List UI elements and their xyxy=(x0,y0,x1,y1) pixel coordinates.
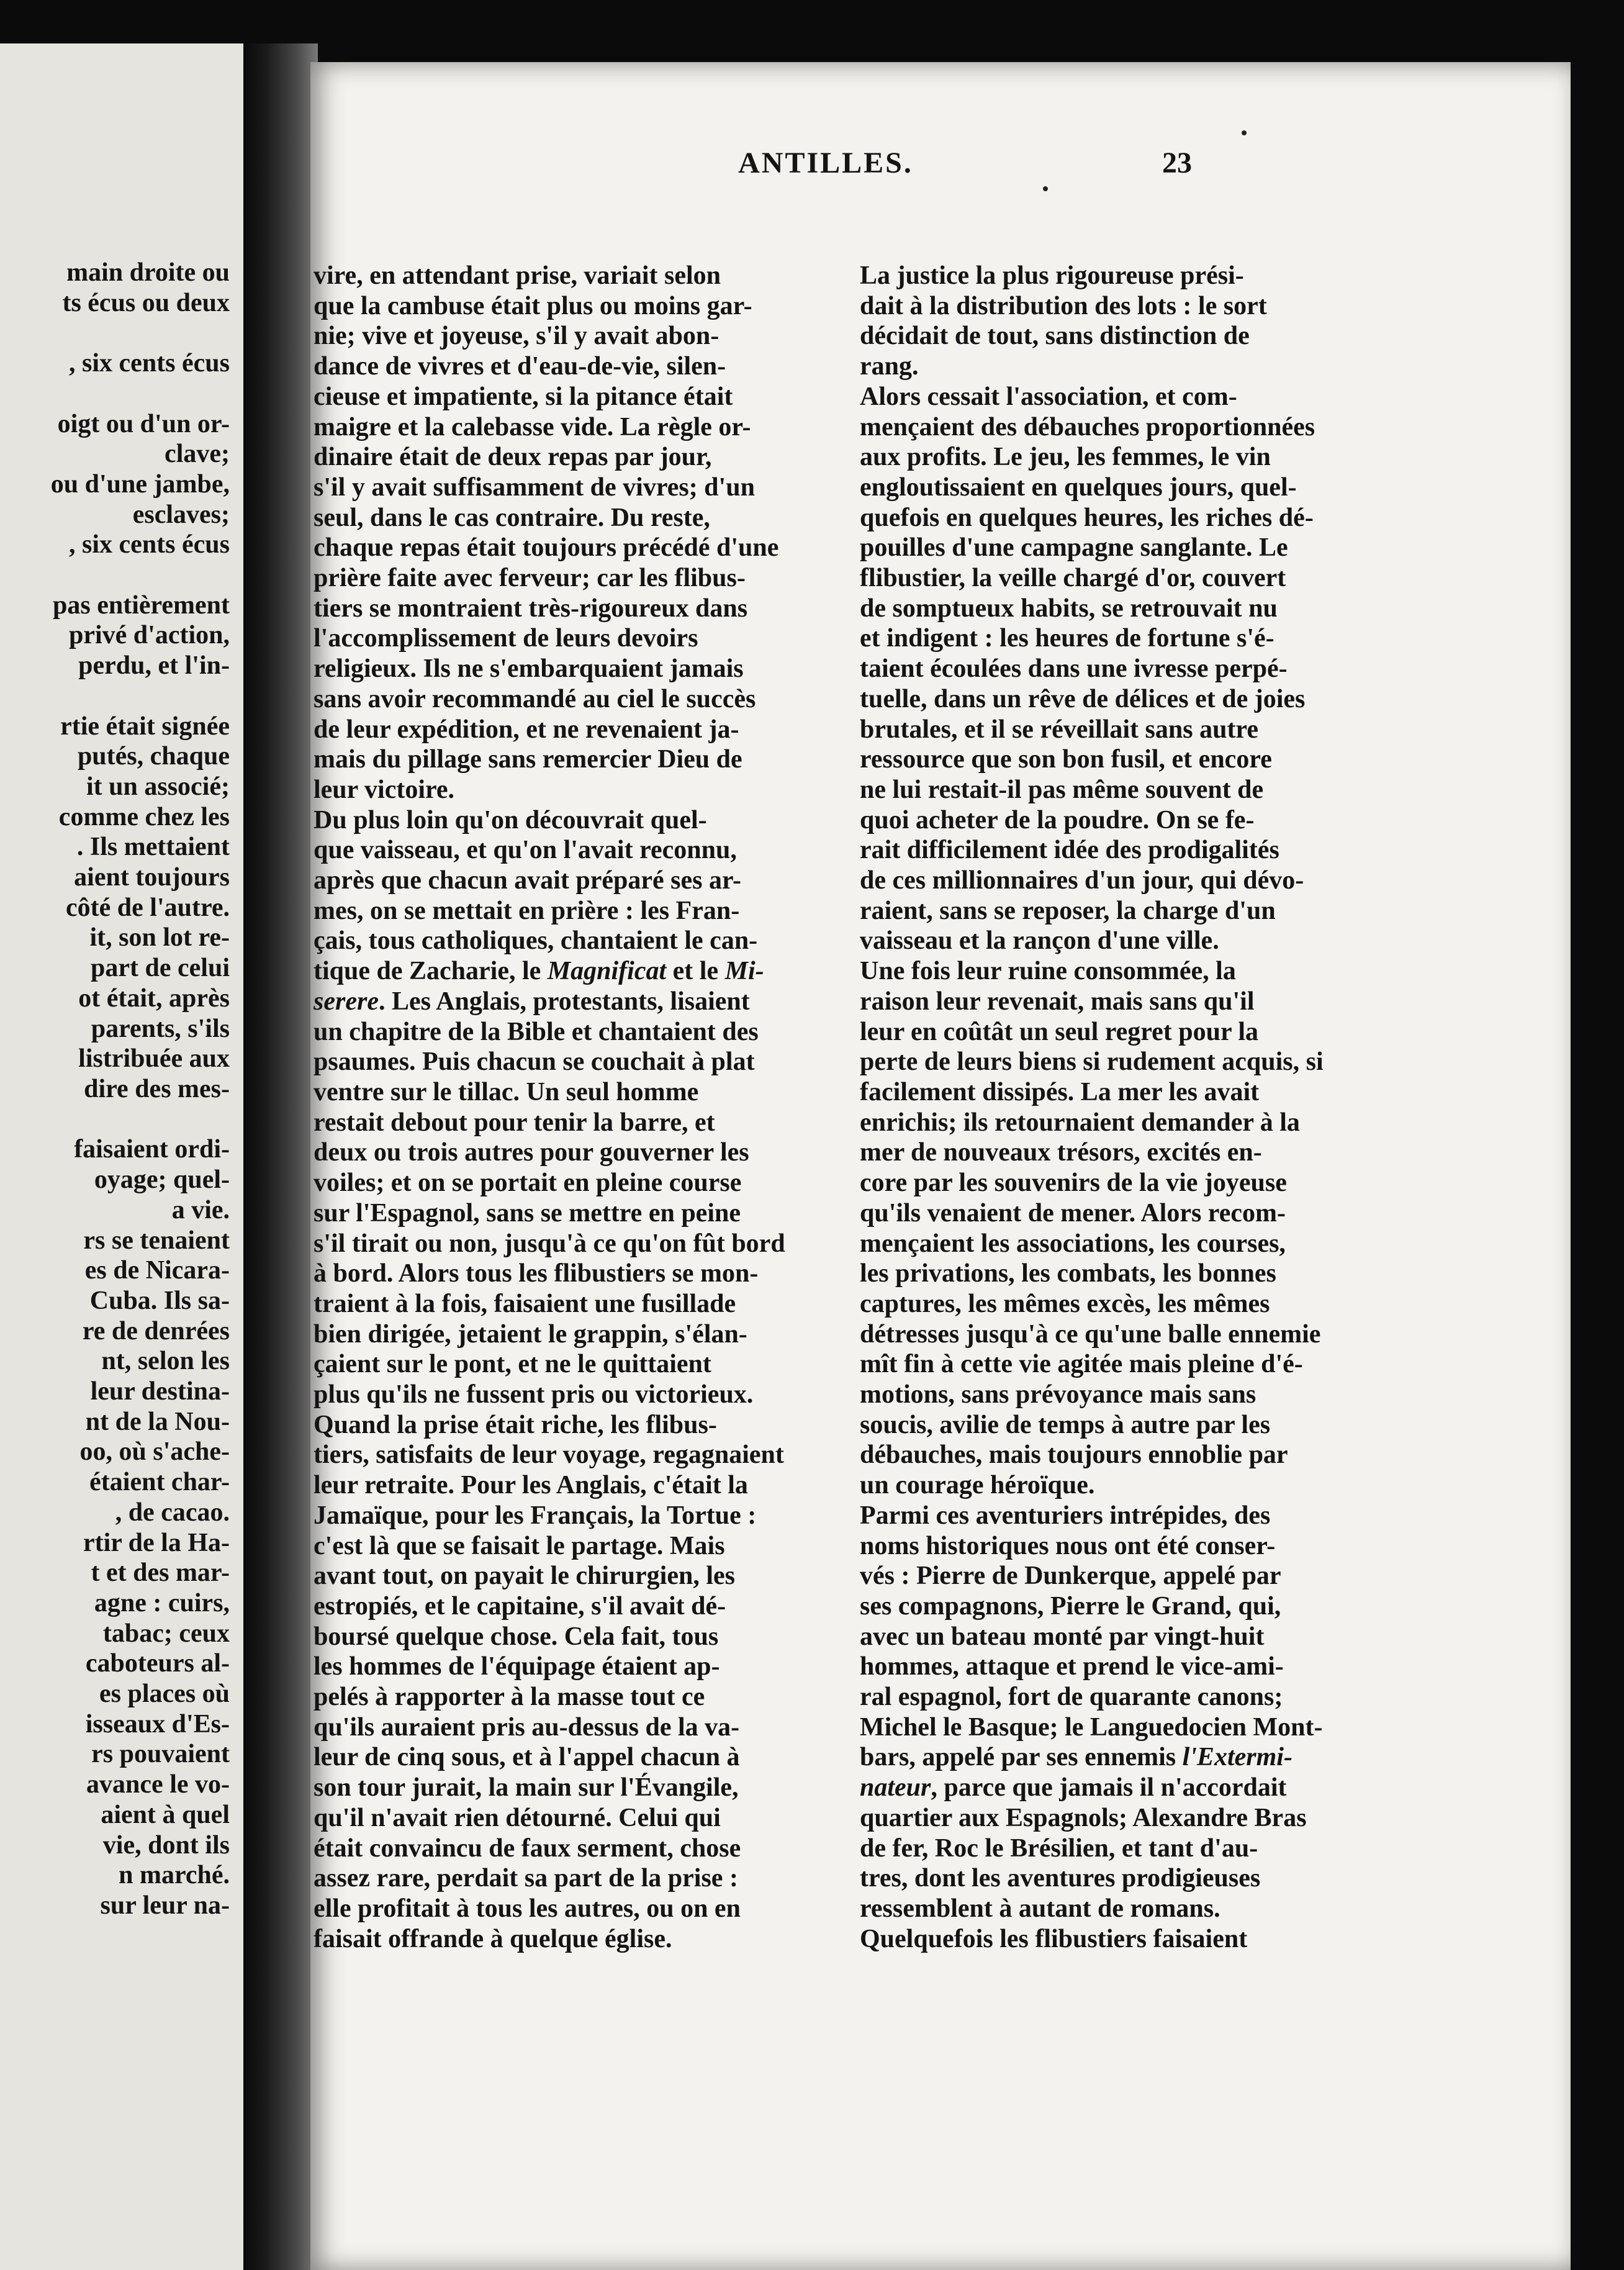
text-line: enrichis; ils retournaient demander à la xyxy=(860,1108,1300,1137)
text-line: nt de la Nou- xyxy=(85,1407,230,1436)
text-line: facilement dissipés. La mer les avait xyxy=(860,1077,1260,1106)
text-line: çais, tous catholiques, chantaient le can- xyxy=(314,926,758,956)
text-line: qu'il n'avait rien détourné. Celui qui xyxy=(314,1803,721,1832)
text-line: Michel le Basque; le Languedocien Mont- xyxy=(860,1712,1323,1742)
text-line: leur destina- xyxy=(90,1377,230,1406)
text-line: t et des mar- xyxy=(91,1558,230,1588)
text-line: esclaves; xyxy=(132,500,230,529)
middle-text-column xyxy=(314,261,832,1954)
text-line: brutales, et il se réveillait sans autre xyxy=(860,715,1258,744)
text-line: rang. xyxy=(860,352,919,381)
text-line: mais du pillage sans remercier Dieu de xyxy=(314,745,742,774)
text-line: s'il tirait ou non, jusqu'à ce qu'on fût bord xyxy=(314,1229,785,1258)
text-line: deux ou trois autres pour gouverner les xyxy=(314,1138,749,1167)
text-line: son tour jurait, la main sur l'Évangile, xyxy=(314,1773,739,1802)
text-line: mençaient les associations, les courses, xyxy=(860,1229,1286,1258)
text-line: s'il y avait suffisamment de vivres; d'un xyxy=(314,473,755,502)
text-line: quoi acheter de la poudre. On se fe- xyxy=(860,805,1255,834)
text-line: captures, les mêmes excès, les mêmes xyxy=(860,1289,1270,1318)
text-line: rtir de la Ha- xyxy=(83,1528,230,1557)
text-line: re de denrées xyxy=(82,1316,230,1345)
ink-speck xyxy=(1242,130,1247,135)
text-line: voiles; et on se portait en pleine course xyxy=(314,1169,742,1198)
text-line: sur l'Espagnol, sans se mettre en peine xyxy=(314,1198,741,1228)
text-line: ressource que son bon fusil, et encore xyxy=(860,745,1272,774)
text-line: qu'ils venaient de mener. Alors recom- xyxy=(860,1198,1286,1228)
text-line: n marché. xyxy=(119,1861,230,1890)
text-line: Quand la prise était riche, les flibus- xyxy=(314,1410,717,1439)
text-line: putés, chaque xyxy=(77,742,230,771)
text-line: dinaire était de deux repas par jour, xyxy=(314,443,712,472)
text-line: aux profits. Le jeu, les femmes, le vin xyxy=(860,443,1271,472)
text-line: dance de vivres et d'eau-de-vie, silen- xyxy=(314,352,726,381)
text-line: flibustier, la veille chargé d'or, couvert xyxy=(860,564,1286,593)
text-line: assez rare, perdait sa part de la prise : xyxy=(314,1864,738,1893)
text-line: que vaisseau, et qu'on l'avait reconnu, xyxy=(314,836,737,865)
text-line: de fer, Roc le Brésilien, et tant d'au- xyxy=(860,1834,1258,1863)
page-number: 23 xyxy=(1162,147,1192,179)
text-line: parents, s'ils xyxy=(91,1014,230,1043)
text-line: mes, on se mettait en prière : les Fran- xyxy=(314,896,740,925)
text-line: chaque repas était toujours précédé d'une xyxy=(314,533,779,563)
text-line: ses compagnons, Pierre le Grand, qui, xyxy=(860,1591,1281,1621)
text-line: serere. Les Anglais, protestants, lisaient xyxy=(314,987,750,1016)
text-line xyxy=(0,681,230,712)
text-line: perdu, et l'in- xyxy=(78,651,230,681)
text-line: était convaincu de faux serment, chose xyxy=(314,1834,741,1863)
text-line: rs se tenaient xyxy=(83,1226,230,1255)
text-line: raient, sans se reposer, la charge d'un xyxy=(860,896,1276,925)
text-line: étaient char- xyxy=(89,1468,230,1497)
text-line: mençaient des débauches proportionnées xyxy=(860,412,1315,441)
text-line: et indigent : les heures de fortune s'é- xyxy=(860,624,1274,653)
text-line: raison leur revenait, mais sans qu'il xyxy=(860,987,1255,1016)
text-line: vire, en attendant prise, variait selon xyxy=(314,261,721,290)
text-line: tique de Zacharie, le Magnificat et le Mi- xyxy=(314,957,764,986)
text-line: seul, dans le cas contraire. Du reste, xyxy=(314,503,710,532)
text-line: quefois en quelques heures, les riches dé- xyxy=(860,503,1314,532)
text-line: débauches, mais toujours ennoblie par xyxy=(860,1440,1288,1470)
text-line: pelés à rapporter à la masse tout ce xyxy=(314,1683,705,1712)
text-line: isseaux d'Es- xyxy=(85,1709,230,1739)
text-line: Jamaïque, pour les Français, la Tortue : xyxy=(314,1501,757,1530)
text-line: it, son lot re- xyxy=(89,923,230,952)
text-line: traient à la fois, faisaient une fusillade xyxy=(314,1289,736,1318)
text-line: Une fois leur ruine consommée, la xyxy=(860,957,1236,986)
text-line: religieux. Ils ne s'embarquaient jamais xyxy=(314,654,744,684)
text-line: détresses jusqu'à ce qu'une balle ennemie xyxy=(860,1319,1321,1349)
text-line: oo, où s'ache- xyxy=(79,1437,230,1467)
text-line: prière faite avec ferveur; car les flibus- xyxy=(314,564,746,593)
text-line: rait difficilement idée des prodigalités xyxy=(860,836,1279,865)
text-line: c'est là que se faisait le partage. Mais xyxy=(314,1531,725,1560)
text-line: ressemblent à autant de romans. xyxy=(860,1894,1220,1923)
text-line: privé d'action, xyxy=(69,621,230,650)
right-text-column xyxy=(860,261,1381,1954)
text-line: it un associé; xyxy=(86,772,230,801)
text-line: , de cacao. xyxy=(115,1498,230,1527)
book-gutter-shadow xyxy=(243,43,318,2270)
text-line: qu'ils auraient pris au-dessus de la va- xyxy=(314,1712,740,1742)
text-line: es de Nicara- xyxy=(84,1256,230,1285)
text-line: de ces millionnaires d'un jour, qui dévo- xyxy=(860,866,1304,895)
text-line xyxy=(0,379,230,409)
text-line: pouilles d'une campagne sanglante. Le xyxy=(860,533,1288,563)
text-line: tiers, satisfaits de leur voyage, regagnaient xyxy=(314,1440,784,1470)
text-line: ral espagnol, fort de quarante canons; xyxy=(860,1683,1283,1712)
text-line: hommes, attaque et prend le vice-ami- xyxy=(860,1652,1284,1681)
text-line: leur retraite. Pour les Anglais, c'était la xyxy=(314,1471,748,1500)
text-line: clave; xyxy=(165,440,230,469)
facing-page-text-column xyxy=(0,258,230,1921)
text-line: tres, dont les aventures prodigieuses xyxy=(860,1864,1261,1893)
text-line: avance le vo- xyxy=(86,1770,230,1799)
text-line: rtie était signée xyxy=(60,712,230,741)
text-line: Alors cessait l'association, et com- xyxy=(860,382,1237,411)
text-line: es places où xyxy=(99,1680,230,1709)
text-line: avec un bateau monté par vingt-huit xyxy=(860,1622,1265,1651)
text-line: , six cents écus xyxy=(69,530,230,559)
text-line: maigre et la calebasse vide. La règle or- xyxy=(314,412,751,441)
text-line: restait debout pour tenir la barre, et xyxy=(314,1108,715,1137)
text-line: vie, dont ils xyxy=(102,1830,230,1860)
text-line: perte de leurs biens si rudement acquis, si xyxy=(860,1047,1324,1077)
text-line: caboteurs al- xyxy=(85,1649,230,1678)
text-line: aient toujours xyxy=(74,863,230,892)
text-line xyxy=(0,560,230,590)
text-line: rs pouvaient xyxy=(91,1740,230,1769)
text-line: vaisseau et la rançon d'une ville. xyxy=(860,926,1219,956)
text-line: nie; vive et joyeuse, s'il y avait abon- xyxy=(314,322,720,351)
text-line: tuelle, dans un rêve de délices et de joies xyxy=(860,684,1306,713)
text-line: mît fin à cette vie agitée mais pleine d'é- xyxy=(860,1350,1303,1379)
text-line: , six cents écus xyxy=(69,349,230,378)
text-line: un courage héroïque. xyxy=(860,1471,1095,1500)
text-line: faisait offrande à quelque église. xyxy=(314,1924,672,1953)
text-line: décidait de tout, sans distinction de xyxy=(860,322,1250,351)
text-line: leur victoire. xyxy=(314,775,455,804)
text-line: sur leur na- xyxy=(100,1891,230,1920)
text-line: noms historiques nous ont été conser- xyxy=(860,1531,1276,1560)
text-line: motions, sans prévoyance mais sans xyxy=(860,1380,1256,1409)
text-line: leur de cinq sous, et à l'appel chacun à xyxy=(314,1743,740,1772)
text-line: part de celui xyxy=(91,954,230,983)
text-line: tabac; ceux xyxy=(102,1619,230,1648)
text-line: ou d'une jambe, xyxy=(50,469,230,499)
text-line: ot était, après xyxy=(78,984,230,1013)
text-line: quartier aux Espagnols; Alexandre Bras xyxy=(860,1803,1307,1832)
text-line: dait à la distribution des lots : le sort xyxy=(860,291,1267,320)
text-line: core par les souvenirs de la vie joyeuse xyxy=(860,1169,1287,1198)
text-line: tiers se montraient très-rigoureux dans xyxy=(314,594,748,623)
text-line: Quelquefois les flibustiers faisaient xyxy=(860,1924,1248,1953)
text-line: listribuée aux xyxy=(78,1044,230,1074)
text-line: a vie. xyxy=(171,1195,230,1224)
text-line: que la cambuse était plus ou moins gar- xyxy=(314,291,752,320)
text-line: pas entièrement xyxy=(53,590,230,620)
text-line: de leur expédition, et ne revenaient ja- xyxy=(314,715,739,744)
text-line: nt, selon les xyxy=(101,1347,230,1376)
text-line: sans avoir recommandé au ciel le succès xyxy=(314,684,756,713)
text-line: main droite ou xyxy=(66,258,230,287)
text-line: plus qu'ils ne fussent pris ou victorieux. xyxy=(314,1380,754,1409)
text-line: elle profitait à tous les autres, ou on en xyxy=(314,1894,741,1923)
text-line: çaient sur le pont, et ne le quittaient xyxy=(314,1350,711,1379)
text-line: cieuse et impatiente, si la pitance était xyxy=(314,382,733,411)
text-line: après que chacun avait préparé ses ar- xyxy=(314,866,742,895)
text-line: ne lui restait-il pas même souvent de xyxy=(860,775,1264,804)
text-line: Du plus loin qu'on découvrait quel- xyxy=(314,805,707,834)
text-line: soucis, avilie de temps à autre par les xyxy=(860,1410,1271,1439)
text-line: les privations, les combats, les bonnes xyxy=(860,1259,1276,1288)
text-line: mer de nouveaux trésors, excités en- xyxy=(860,1138,1262,1167)
text-line: taient écoulées dans une ivresse perpé- xyxy=(860,654,1288,684)
text-line: vés : Pierre de Dunkerque, appelé par xyxy=(860,1562,1281,1591)
text-line: aient à quel xyxy=(101,1800,230,1829)
text-line: les hommes de l'équipage étaient ap- xyxy=(314,1652,720,1681)
text-line: Cuba. Ils sa- xyxy=(89,1286,230,1315)
facing-page-fragment xyxy=(0,43,243,2270)
text-line: oyage; quel- xyxy=(94,1165,230,1195)
text-line: La justice la plus rigoureuse prési- xyxy=(860,261,1244,290)
text-line: dire des mes- xyxy=(84,1074,230,1103)
text-line: ventre sur le tillac. Un seul homme xyxy=(314,1077,699,1106)
text-line: côté de l'autre. xyxy=(66,893,230,922)
text-line: leur en coûtât un seul regret pour la xyxy=(860,1017,1259,1046)
text-line: . Ils mettaient xyxy=(76,833,230,862)
text-line: estropiés, et le capitaine, s'il avait dé- xyxy=(314,1591,726,1621)
text-line: boursé quelque chose. Cela fait, tous xyxy=(314,1622,719,1651)
text-line: oigt ou d'un or- xyxy=(57,409,230,438)
text-line: nateur, parce que jamais il n'accordait xyxy=(860,1773,1287,1802)
text-line: bars, appelé par ses ennemis l'Extermi- xyxy=(860,1743,1292,1772)
text-line: psaumes. Puis chacun se couchait à plat xyxy=(314,1047,755,1077)
text-line: de somptueux habits, se retrouvait nu xyxy=(860,594,1278,623)
text-line: comme chez les xyxy=(58,802,230,831)
page-header xyxy=(459,146,1192,196)
running-title: ANTILLES. xyxy=(738,147,913,179)
text-line: bien dirigée, jetaient le grappin, s'élan- xyxy=(314,1319,747,1349)
text-line xyxy=(0,318,230,348)
text-line xyxy=(0,1105,230,1135)
text-line: Parmi ces aventuriers intrépides, des xyxy=(860,1501,1271,1530)
text-line: un chapitre de la Bible et chantaient des xyxy=(314,1017,759,1046)
text-line: l'accomplissement de leurs devoirs xyxy=(314,624,698,653)
text-line: à bord. Alors tous les flibustiers se mon- xyxy=(314,1259,759,1288)
text-line: ts écus ou deux xyxy=(62,288,230,317)
text-line: avant tout, on payait le chirurgien, les xyxy=(314,1562,735,1591)
text-line: agne : cuirs, xyxy=(94,1588,230,1617)
text-line: engloutissaient en quelques jours, quel- xyxy=(860,473,1297,502)
text-line: faisaient ordi- xyxy=(74,1135,230,1164)
